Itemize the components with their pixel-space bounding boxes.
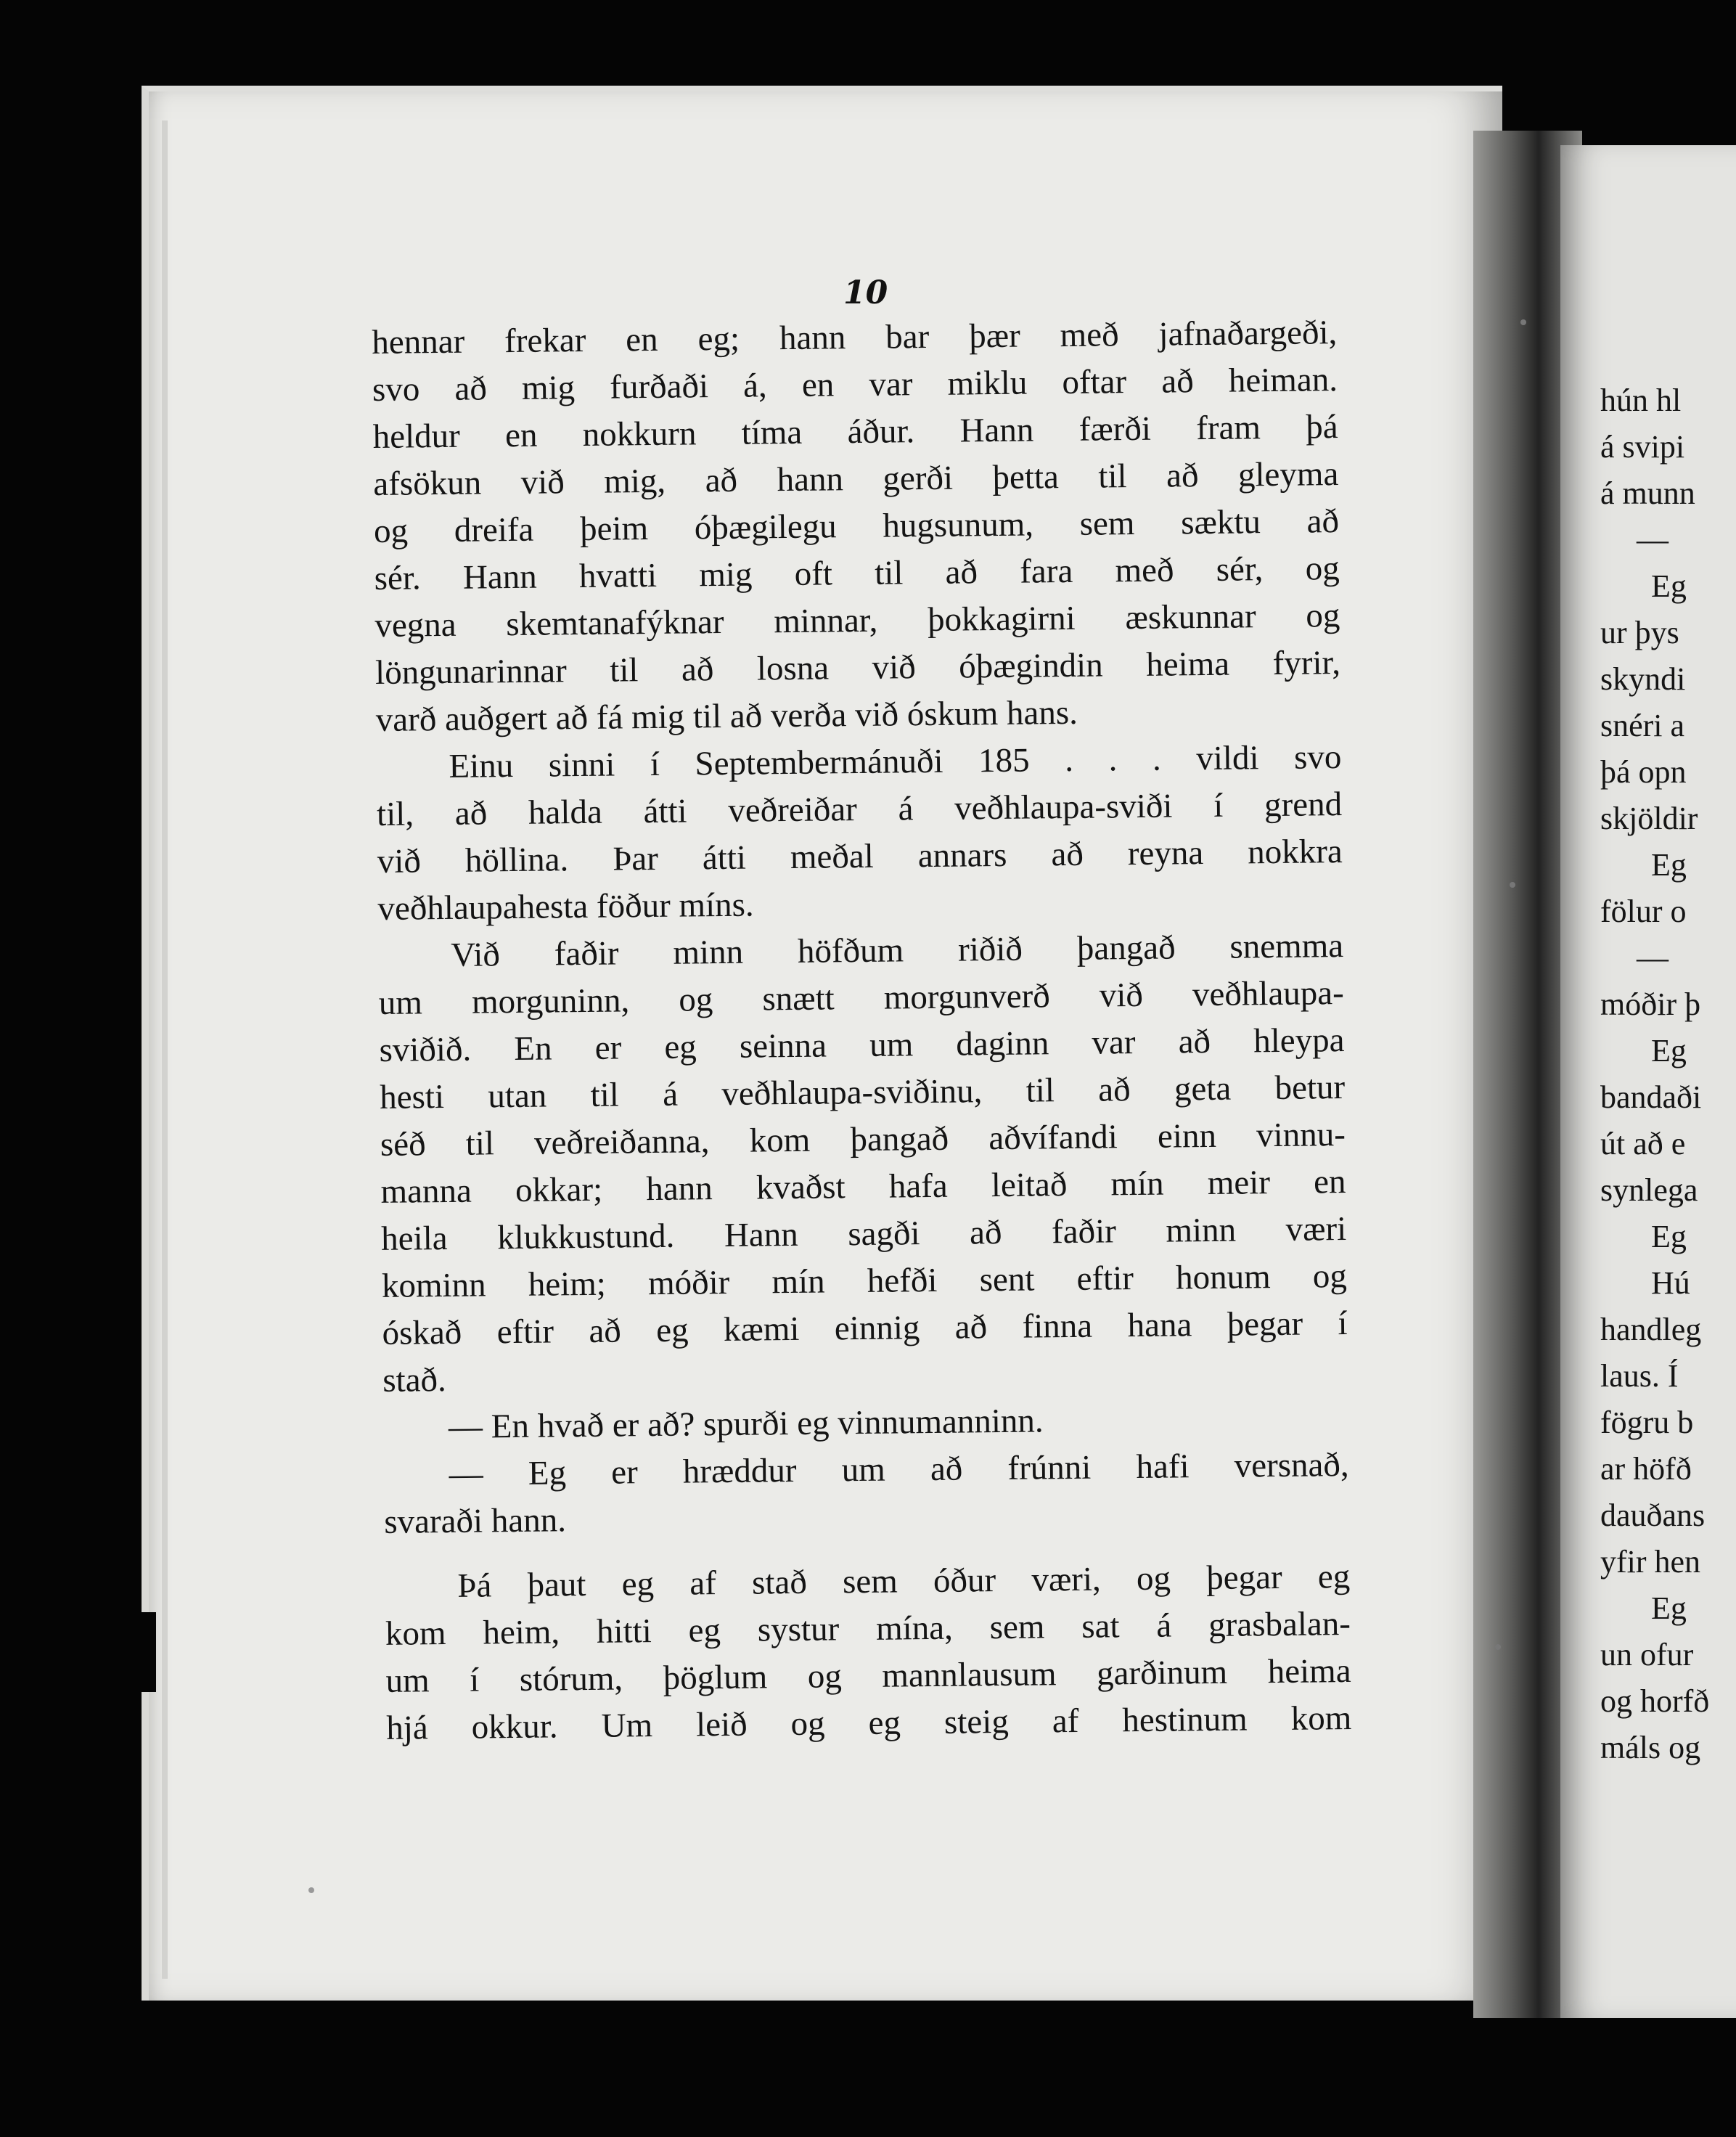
text-line: um í stórum, þöglum og mannlausum garðinum heima <box>385 1651 1351 1700</box>
text-line: afsökun við mig, að hann gerði þetta til að gleyma <box>373 455 1339 503</box>
right-page-text <box>1600 377 1736 1771</box>
text-line: svaraði hann. <box>384 1501 567 1541</box>
text-line: við höllina. Þar átti meðal annars að reyna nokkra <box>377 833 1343 880</box>
text-line: á svipi <box>1600 429 1685 465</box>
text-line: fölur o <box>1600 894 1687 929</box>
text-line: Hú <box>1651 1265 1690 1301</box>
text-line: — <box>1637 522 1669 557</box>
text-line: — Eg er hræddur um að frúnni hafi versnað, <box>449 1445 1349 1493</box>
text-line: synlega <box>1600 1172 1698 1208</box>
text-line: skyndi <box>1600 661 1686 697</box>
text-line: séð til veðreiðanna, kom þangað aðvífandi einn vinnu- <box>380 1116 1346 1164</box>
text-line: óskað eftir að eg kæmi einnig að finna hana þegar í <box>382 1304 1348 1352</box>
text-line: hún hl <box>1600 383 1682 418</box>
text-line: út að e <box>1600 1126 1686 1161</box>
text-line: þá opn <box>1600 754 1687 790</box>
text-line: á munn <box>1600 475 1695 511</box>
text-line: ur þys <box>1600 615 1679 650</box>
page-number: 10 <box>843 274 888 311</box>
text-line: Þá þaut eg af stað sem óður væri, og þegar eg <box>457 1557 1351 1605</box>
text-line: handleg <box>1600 1312 1702 1347</box>
text-line: hjá okkur. Um leið og eg steig af hestinum kom <box>386 1699 1352 1747</box>
text-line: Eg <box>1651 1219 1687 1254</box>
text-line: kom heim, hitti eg systur mína, sem sat á grasbalan- <box>385 1604 1351 1653</box>
text-line: svo að mig furðaði á, en var miklu oftar að heiman. <box>372 361 1338 409</box>
text-line: um morguninn, og snætt morgunverð við veðhlaupa- <box>378 974 1345 1022</box>
text-line: dauðans <box>1600 1497 1706 1533</box>
text-line: kominn heim; móðir mín hefði sent eftir honum og <box>381 1257 1348 1305</box>
text-line: hesti utan til á veðhlaupa-sviðinu, til að geta betur <box>379 1068 1346 1116</box>
text-line: manna okkar; hann kvaðst hafa leitað mín meir en <box>380 1163 1346 1211</box>
text-line: fögru b <box>1600 1405 1694 1440</box>
text-line: Við faðir minn höfðum riðið þangað snemma <box>450 927 1344 974</box>
text-line: Eg <box>1651 568 1687 604</box>
text-line: Einu sinni í Septembermánuði 185 . . . vildi svo <box>449 738 1342 785</box>
text-line: vegna skemtanafýknar minnar, þokkagirni æskunnar og <box>374 597 1340 645</box>
text-line: snéri a <box>1600 708 1685 743</box>
text-line: Eg <box>1651 847 1687 883</box>
text-line: un ofur <box>1600 1637 1694 1672</box>
text-line: laus. Í <box>1600 1358 1679 1394</box>
page-tab-notch <box>136 1612 156 1692</box>
text-line: máls og <box>1600 1730 1701 1765</box>
left-page-text <box>372 309 1352 1752</box>
text-line: hennar frekar en eg; hann bar þær með jafnaðargeði, <box>372 314 1338 361</box>
text-line: heldur en nokkurn tíma áður. Hann færði fram þá <box>372 408 1338 456</box>
text-line: til, að halda átti veðreiðar á veðhlaupa-sviði í grend <box>376 785 1343 833</box>
text-line: heila klukkustund. Hann sagði að faðir minn væri <box>380 1210 1347 1258</box>
scan-speck <box>1510 882 1515 888</box>
scan-speck <box>308 1887 314 1893</box>
text-line: og dreifa þeim óþægilegu hugsunum, sem sæktu að <box>373 502 1340 550</box>
text-line: og horfð <box>1600 1683 1710 1719</box>
text-line: sviðið. En er eg seinna um daginn var að hleypa <box>379 1021 1345 1069</box>
text-line: Eg <box>1651 1033 1687 1068</box>
text-line: Eg <box>1651 1590 1687 1626</box>
text-line: sér. Hann hvatti mig oft til að fara með sér, og <box>374 549 1340 597</box>
text-line: veðhlaupahesta föður míns. <box>377 886 754 928</box>
text-line: bandaði <box>1600 1079 1702 1115</box>
text-line: stað. <box>382 1361 447 1400</box>
text-line: löngunarinnar til að losna við óþægindin heima fyrir, <box>374 644 1341 692</box>
scan-speck <box>1520 319 1526 325</box>
text-line: — En hvað er að? spurði eg vinnumanninn. <box>448 1402 1044 1446</box>
scan-speck <box>1495 1644 1501 1650</box>
text-line: skjöldir <box>1600 801 1698 836</box>
text-line: yfir hen <box>1600 1544 1701 1580</box>
text-line: — <box>1637 940 1669 976</box>
text-line: varð auðgert að fá mig til að verða við óskum hans. <box>375 693 1078 739</box>
page-edge-decoration <box>162 120 168 1979</box>
text-line: móðir þ <box>1600 986 1701 1022</box>
text-line: ar höfð <box>1600 1451 1692 1487</box>
